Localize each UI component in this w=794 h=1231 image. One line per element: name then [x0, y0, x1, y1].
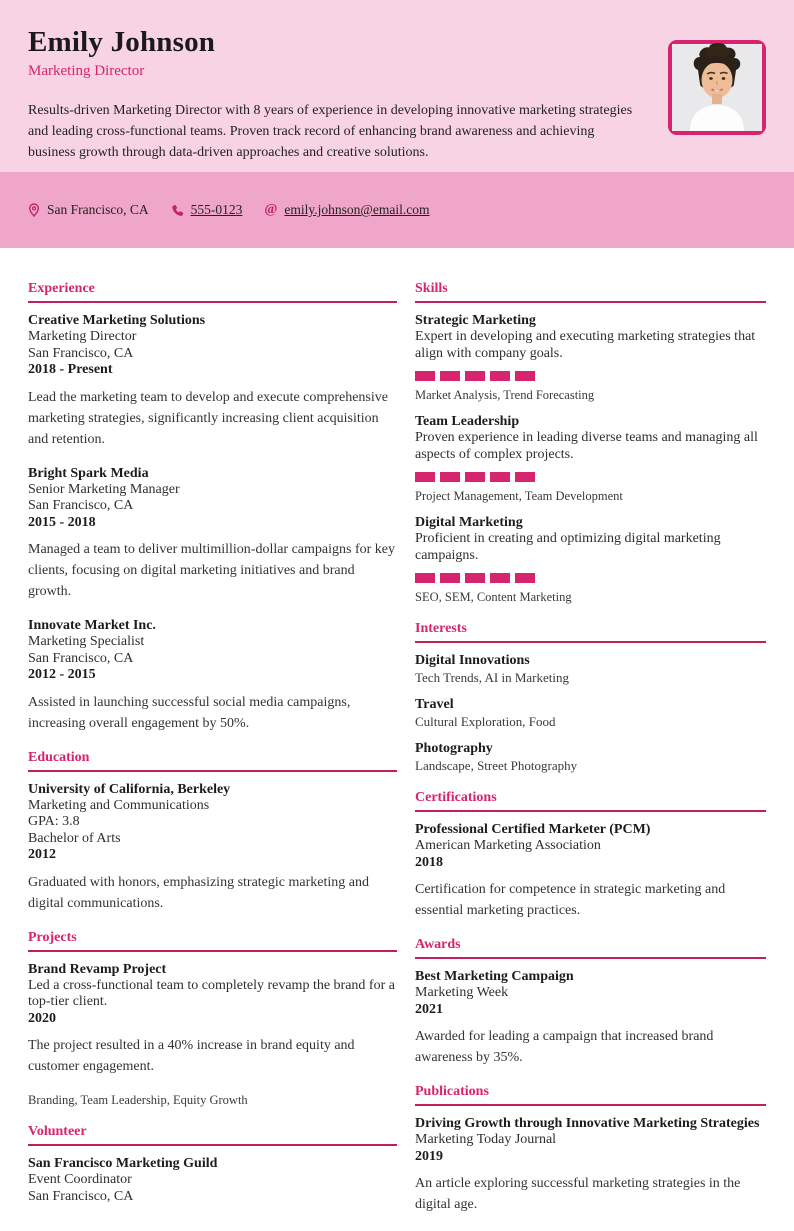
experience-entry — [28, 617, 397, 734]
skill-keywords: SEO, SEM, Content Marketing — [415, 590, 572, 604]
school-name: University of California, Berkeley — [28, 781, 231, 797]
skill-description: Expert in developing and executing marketing strategies that align with company goals. — [415, 329, 756, 361]
education-description: Graduated with honors, emphasizing strategic marketing and digital communications. — [28, 874, 369, 911]
skill-name: Team Leadership — [415, 414, 520, 429]
resume-header — [0, 0, 794, 172]
project-year: 2020 — [28, 1010, 56, 1026]
project-subtitle: Led a cross-functional team to completely revamp the brand for a top-tier client. — [28, 977, 395, 1009]
interest-name: Travel — [415, 697, 454, 712]
contact-email — [264, 202, 429, 218]
certification-title: Professional Certified Marketer (PCM) — [415, 822, 651, 837]
award-description: Awarded for leading a campaign that increased brand awareness by 35%. — [415, 1029, 714, 1065]
project-keywords: Branding, Team Leadership, Equity Growth — [28, 1093, 248, 1107]
experience-description: Lead the marketing team to develop and execute comprehensive marketing strategies, significantly increasing client acquisition and retention. — [28, 389, 388, 447]
interest-entry — [415, 740, 766, 774]
section-certifications — [415, 790, 766, 921]
section-heading-awards: Awards — [415, 937, 766, 959]
program: Marketing and Communications — [28, 797, 210, 813]
publication-title: Driving Growth through Innovative Marketing Strategies — [415, 1116, 760, 1131]
skill-level-bar — [415, 573, 766, 583]
certification-year: 2018 — [415, 854, 443, 870]
experience-entry — [28, 312, 397, 450]
degree: Bachelor of Arts — [28, 830, 121, 846]
project-entry — [28, 961, 397, 1109]
skill-entry — [415, 413, 766, 504]
skill-name: Strategic Marketing — [415, 313, 536, 328]
section-heading-projects: Projects — [28, 930, 397, 952]
publication-entry — [415, 1115, 766, 1215]
interest-keywords: Cultural Exploration, Food — [415, 714, 556, 729]
left-column — [28, 281, 397, 1231]
skill-description: Proven experience in leading diverse teams and managing all aspects of complex projects. — [415, 430, 758, 462]
interest-keywords: Tech Trends, AI in Marketing — [415, 670, 569, 685]
dates: 2015 - 2018 — [28, 514, 96, 530]
section-experience — [28, 281, 397, 734]
skill-keywords: Project Management, Team Development — [415, 489, 623, 503]
certification-entry — [415, 821, 766, 921]
section-skills — [415, 281, 766, 605]
certification-issuer: American Marketing Association — [415, 838, 601, 853]
section-volunteer — [28, 1124, 397, 1205]
role: Marketing Director — [28, 329, 137, 344]
project-title: Brand Revamp Project — [28, 961, 167, 977]
section-heading-education: Education — [28, 750, 397, 772]
award-title: Best Marketing Campaign — [415, 969, 574, 984]
right-column — [415, 281, 766, 1231]
location-pin-icon — [28, 203, 40, 217]
location: San Francisco, CA — [28, 345, 134, 361]
phone-icon — [171, 204, 184, 217]
skill-name: Digital Marketing — [415, 515, 523, 530]
location: San Francisco, CA — [28, 650, 134, 666]
skill-keywords: Market Analysis, Trend Forecasting — [415, 388, 595, 402]
page-title: Emily Johnson — [28, 26, 216, 58]
interest-name: Digital Innovations — [415, 653, 530, 668]
award-year: 2021 — [415, 1001, 443, 1017]
skill-entry — [415, 514, 766, 605]
section-projects — [28, 930, 397, 1109]
skill-description: Proficient in creating and optimizing digital marketing campaigns. — [415, 531, 721, 563]
interest-entry — [415, 696, 766, 730]
email-link[interactable]: emily.johnson@email.com — [284, 202, 430, 217]
publication-description: An article exploring successful marketing strategies in the digital age. — [415, 1176, 741, 1212]
section-heading-publications: Publications — [415, 1084, 766, 1106]
skill-level-bar — [415, 472, 766, 482]
dates: 2018 - Present — [28, 362, 113, 377]
volunteer-org: San Francisco Marketing Guild — [28, 1156, 218, 1171]
summary-paragraph: Results-driven Marketing Director with 8 years of experience in developing innovative marketing strategies and leading cross-functional teams. Proven track record of enhancing brand awareness and achieving business growth through data-driven approaches and creative solutions. — [28, 102, 633, 160]
interest-name: Photography — [415, 741, 493, 756]
gpa: GPA: 3.8 — [28, 814, 80, 829]
contact-bar — [0, 172, 794, 248]
phone-link[interactable]: 555-0123 — [190, 202, 243, 217]
experience-entry — [28, 465, 397, 603]
publication-year: 2019 — [415, 1148, 443, 1164]
contact-location — [28, 202, 149, 218]
job-title: Marketing Director — [28, 62, 145, 79]
interest-entry — [415, 652, 766, 686]
section-education — [28, 750, 397, 914]
section-interests — [415, 621, 766, 774]
section-heading-volunteer: Volunteer — [28, 1124, 397, 1146]
award-entry — [415, 968, 766, 1068]
company-name: Creative Marketing Solutions — [28, 313, 206, 328]
award-issuer: Marketing Week — [415, 985, 509, 1000]
volunteer-entry — [28, 1155, 397, 1205]
experience-description: Managed a team to deliver multimillion-dollar campaigns for key clients, focusing on digital marketing initiatives and brand growth. — [28, 542, 396, 599]
education-entry — [28, 781, 397, 914]
experience-description: Assisted in launching successful social media campaigns, increasing overall engagement by 50%. — [28, 694, 351, 731]
certification-description: Certification for competence in strategic marketing and essential marketing practices. — [415, 882, 726, 918]
skill-level-bar — [415, 371, 766, 381]
contact-location-text: San Francisco, CA — [47, 202, 149, 217]
profile-photo — [668, 40, 766, 135]
volunteer-role: Event Coordinator — [28, 1172, 132, 1187]
profile-photo-illustration — [672, 44, 762, 131]
dates: 2012 - 2015 — [28, 667, 96, 682]
interest-keywords: Landscape, Street Photography — [415, 758, 578, 773]
location: San Francisco, CA — [28, 498, 134, 513]
role: Senior Marketing Manager — [28, 481, 180, 497]
skill-entry — [415, 312, 766, 403]
section-heading-interests: Interests — [415, 621, 766, 643]
volunteer-location: San Francisco, CA — [28, 1188, 134, 1204]
section-awards — [415, 937, 766, 1068]
section-heading-certifications: Certifications — [415, 790, 766, 812]
company-name: Innovate Market Inc. — [28, 618, 156, 633]
section-heading-experience: Experience — [28, 281, 397, 303]
section-heading-skills: Skills — [415, 281, 766, 303]
resume-body — [0, 248, 794, 1231]
graduation-year: 2012 — [28, 847, 56, 862]
role: Marketing Specialist — [28, 634, 145, 649]
email-at-icon: @ — [264, 202, 278, 217]
contact-phone — [171, 202, 243, 218]
section-publications — [415, 1084, 766, 1215]
company-name: Bright Spark Media — [28, 465, 149, 481]
publication-publisher: Marketing Today Journal — [415, 1132, 557, 1147]
project-description: The project resulted in a 40% increase in brand equity and customer engagement. — [28, 1038, 355, 1074]
